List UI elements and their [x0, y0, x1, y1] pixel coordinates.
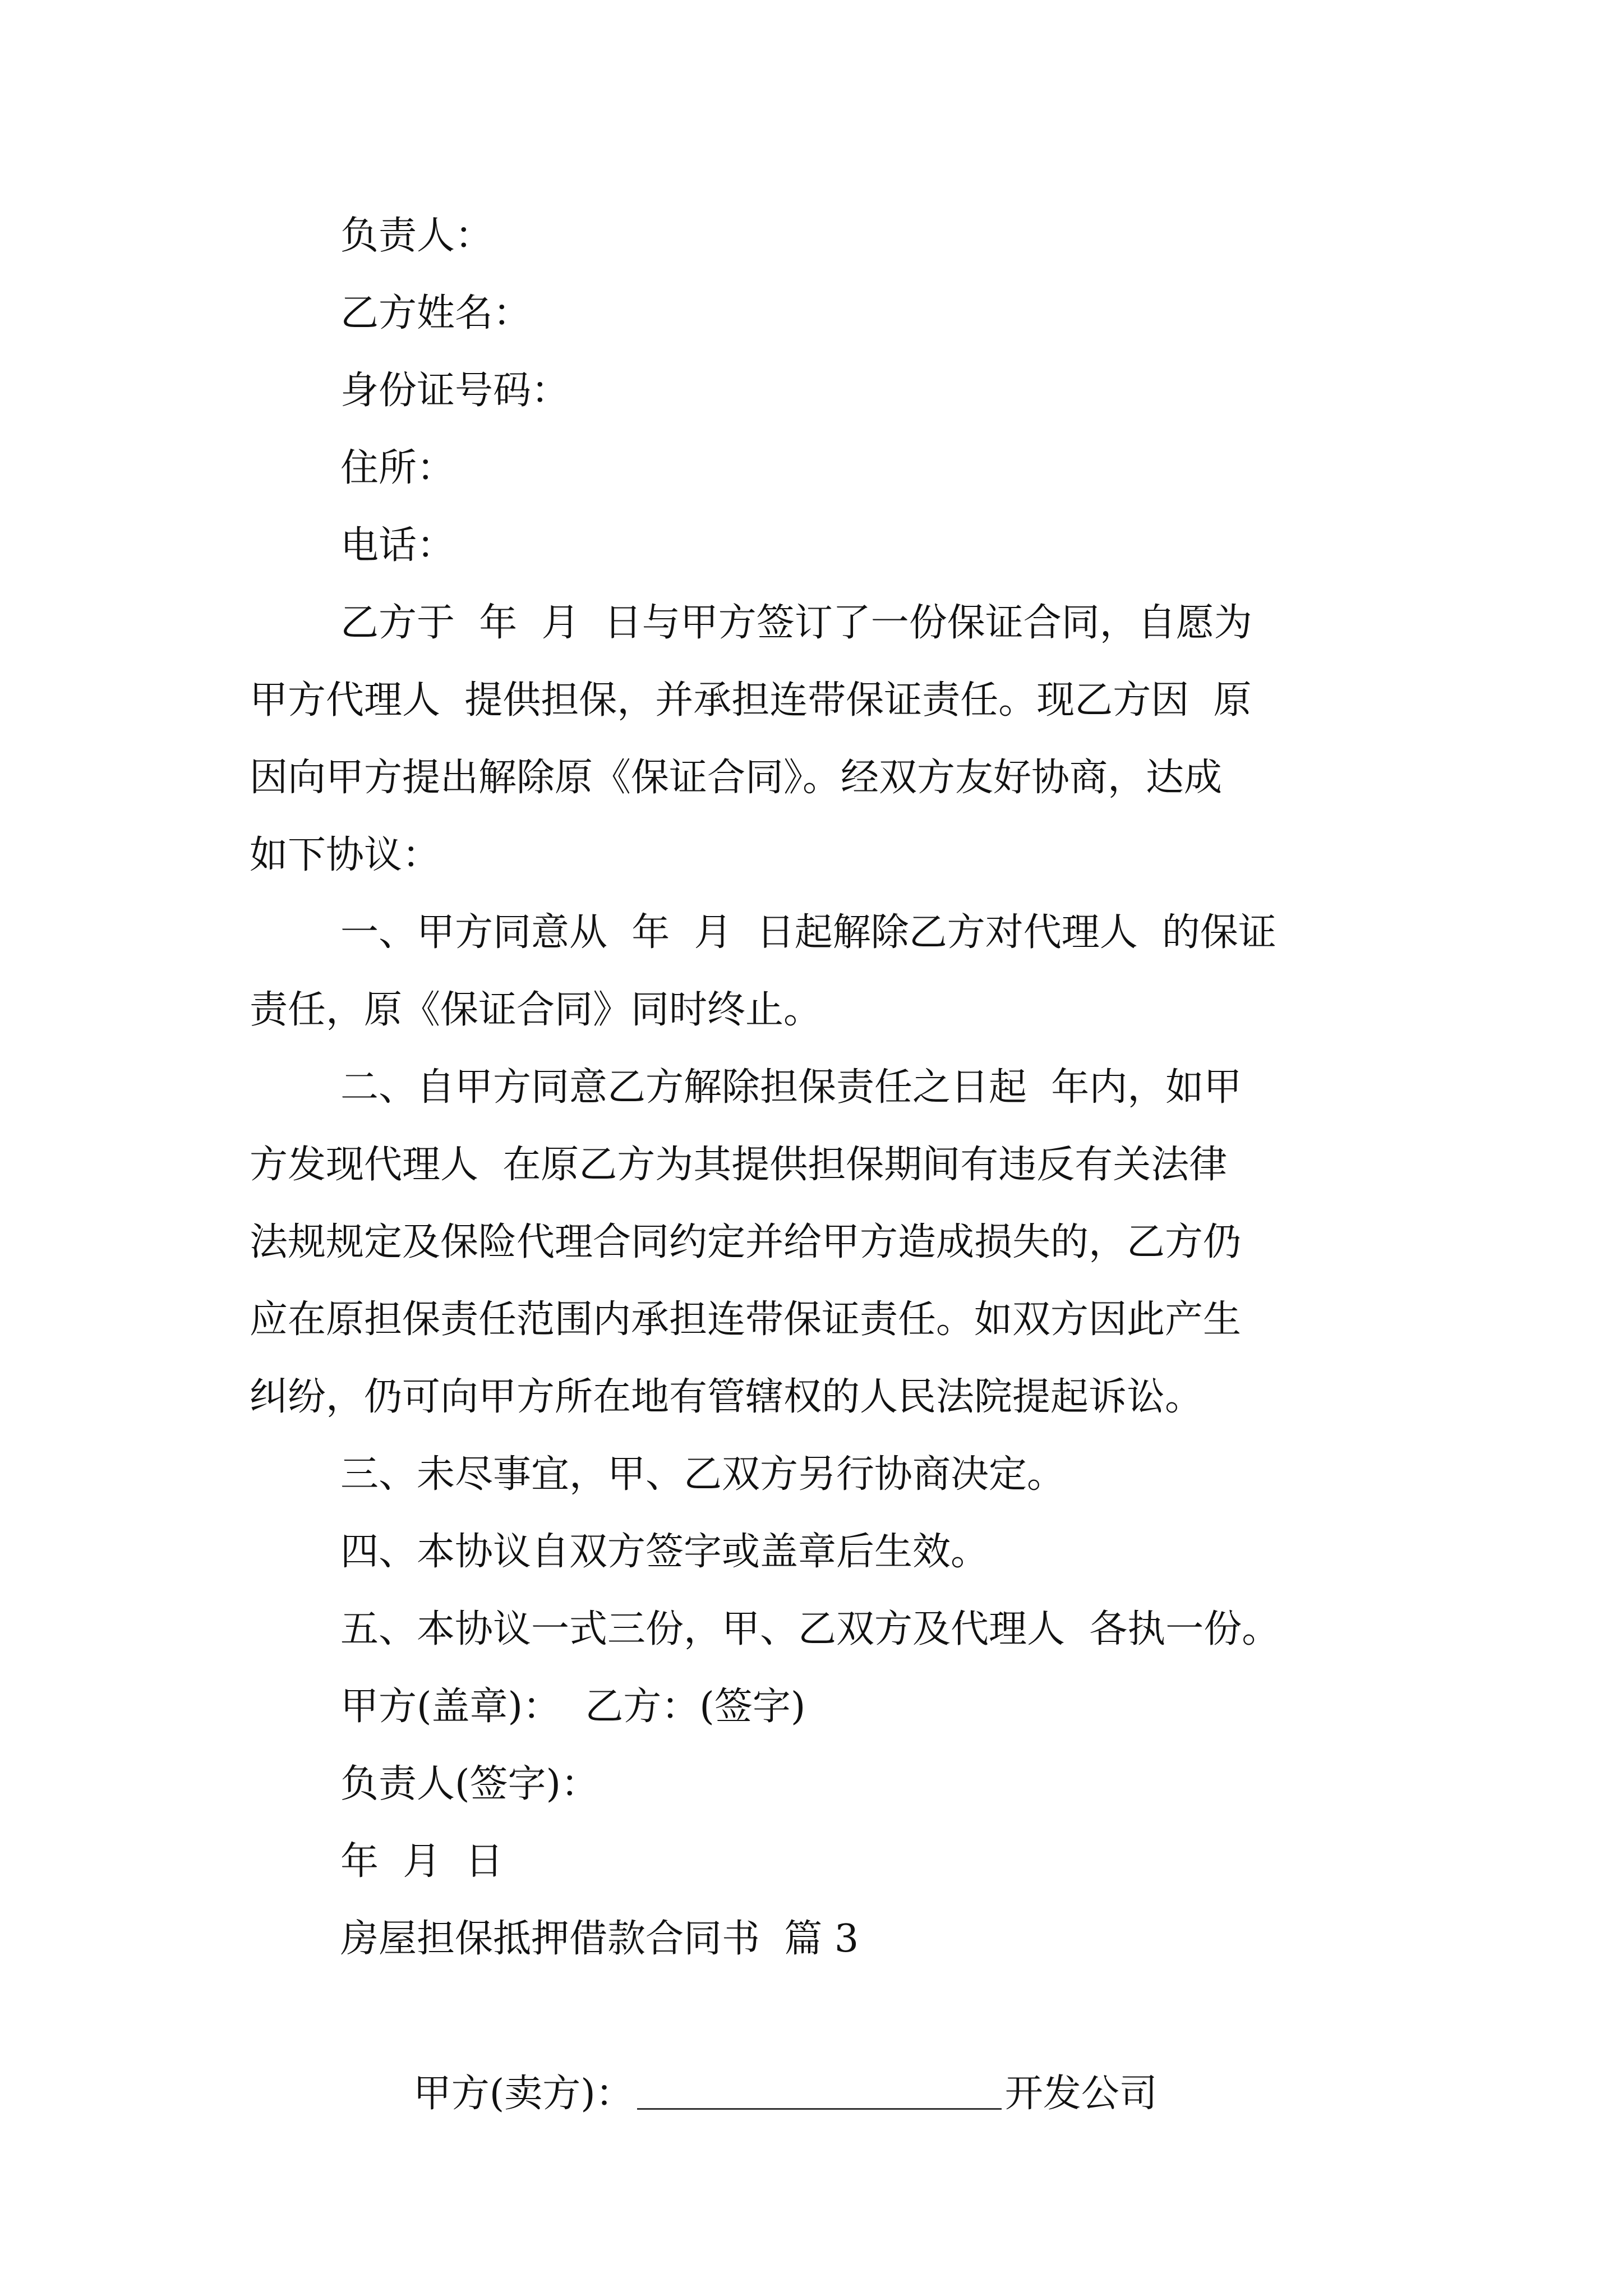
next-section-title: 房屋担保抵押借款合同书 篇 3	[340, 1917, 859, 1961]
clause-1-line-1: 一、甲方同意从 年 月 日起解除乙方对代理人 的保证	[340, 910, 1276, 955]
intro-paragraph-line-4: 如下协议：	[250, 833, 441, 877]
clause-2-line-2: 方发现代理人 在原乙方为其提供担保期间有违反有关法律	[250, 1143, 1228, 1187]
clause-2-line-3: 法规规定及保险代理合同约定并给甲方造成损失的，乙方仍	[250, 1220, 1242, 1264]
intro-paragraph-line-3: 因向甲方提出解除原《保证合同》。经双方友好协商，达成	[250, 756, 1223, 800]
clause-4: 四、本协议自双方签字或盖章后生效。	[340, 1530, 989, 1574]
signature-line: 甲方(盖章)： 乙方：(签字)	[340, 1685, 806, 1729]
intro-paragraph-line-1: 乙方于 年 月 日与甲方签订了一份保证合同，自愿为	[340, 601, 1252, 645]
intro-paragraph-line-2: 甲方代理人 提供担保，并承担连带保证责任。现乙方因 原	[250, 678, 1252, 723]
fill-in-blank	[637, 2108, 1002, 2110]
clause-5: 五、本协议一式三份，甲、乙双方及代理人 各执一份。	[340, 1607, 1280, 1651]
clause-1-line-2: 责任，原《保证合同》同时终止。	[250, 988, 822, 1032]
clause-2-line-5: 纠纷，仍可向甲方所在地有管辖权的人民法院提起诉讼。	[250, 1375, 1204, 1419]
date-line: 年 月 日	[340, 1839, 504, 1884]
id-number-line: 身份证号码：	[340, 369, 570, 413]
clause-3: 三、未尽事宜，甲、乙双方另行协商决定。	[340, 1452, 1066, 1497]
clause-2-line-1: 二、自甲方同意乙方解除担保责任之日起 年内，如甲	[340, 1065, 1242, 1110]
responsible-signature-line: 负责人(签字)：	[340, 1762, 600, 1806]
clause-2-line-4: 应在原担保责任范围内承担连带保证责任。如双方因此产生	[250, 1297, 1242, 1342]
party-a-seller-label: 甲方(卖方)：	[413, 2072, 634, 2116]
developer-company-suffix: 开发公司	[1004, 2072, 1158, 2116]
address-line: 住所：	[340, 446, 455, 490]
party-a-seller-line	[250, 1978, 1402, 2116]
phone-line: 电话：	[340, 523, 455, 568]
responsible-person-line: 负责人：	[340, 214, 494, 258]
party-b-name-line: 乙方姓名：	[340, 291, 532, 335]
document-body	[250, 197, 1402, 2116]
